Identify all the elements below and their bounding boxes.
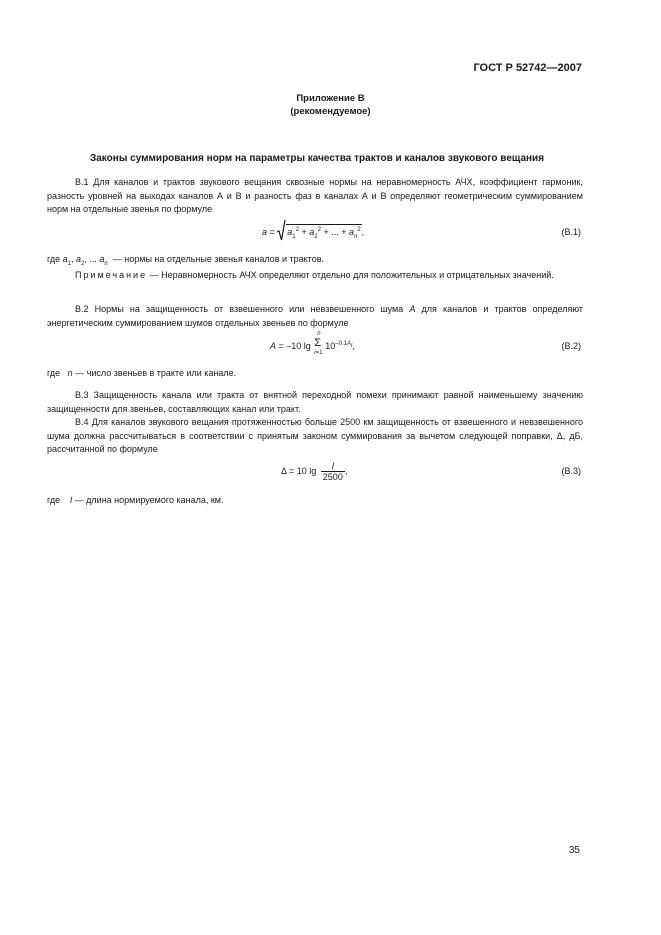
formula-b1: $a = a_1^2 + a_2^2$ + ... + $a_n^2$, [262, 220, 364, 242]
equation-number-b3: (В.3) [561, 466, 581, 476]
paragraph-b3: В.3 Защищенность канала или тракта от внятной переходной помехи принимают равной наименьшему значению защищенности для звеньев, составляющих канал или тракт. [47, 390, 583, 414]
paragraph-b4: В.4 Для каналов звукового вещания протяженностью больше 2500 км защищенность от взвешенного и невзвешенного шума должна рассчитываться в соответствии с принятым законом суммирования за вычетом следующей поправки, Δ, дБ, рассчитанной по формуле [47, 417, 583, 454]
note-paragraph: Примечание — Неравномерность АЧХ определяют отдельно для положительных и отрицательных значений. [75, 270, 554, 280]
paragraph-b2: В.2 Нормы на защищенность от взвешенного или невзвешенного шума A для каналов и трактов определяют энергетическим суммированием шумов отдельных звеньев по формуле [47, 304, 583, 328]
standard-header: ГОСТ Р 52742—2007 [473, 62, 582, 74]
paragraph-b1: В.1 Для каналов и трактов звукового вещания сквозные нормы на неравномерность АЧХ, коэффициент гармоник, разность уровней на выходах каналов А и В и разность фаз в каналах А и В определяют геометрическим суммированием норм на отдельные звенья по формуле [47, 177, 583, 214]
page-number: 35 [568, 845, 580, 856]
sum-operator: n Σ i=1 [314, 331, 323, 356]
equation-number-b2: (В.2) [561, 341, 581, 351]
sqrt-sign-icon [277, 220, 286, 242]
formula-b2: A = –10 lg n Σ i=1 $10^{-0.1A_i}$, [270, 331, 355, 356]
section-title: Законы суммирования норм на параметры качества трактов и каналов звукового вещания [89, 153, 545, 164]
where-l-line: где l — длина нормируемого канала, км. [47, 495, 224, 505]
formula-b3: Δ = 10 lg $\frac{l}{2500}$ , [281, 461, 348, 482]
appendix-title: Приложение В [296, 93, 365, 104]
where-a-line: где $a_1$, $a_2$, ... $a_n$ — нормы на отдельные звенья каналов и трактов. [47, 254, 324, 267]
where-n-line: где n — число звеньев в тракте или канале. [47, 368, 237, 378]
equation-number-b1: (В.1) [561, 227, 581, 237]
appendix-status: (рекомендуемое) [290, 106, 371, 117]
